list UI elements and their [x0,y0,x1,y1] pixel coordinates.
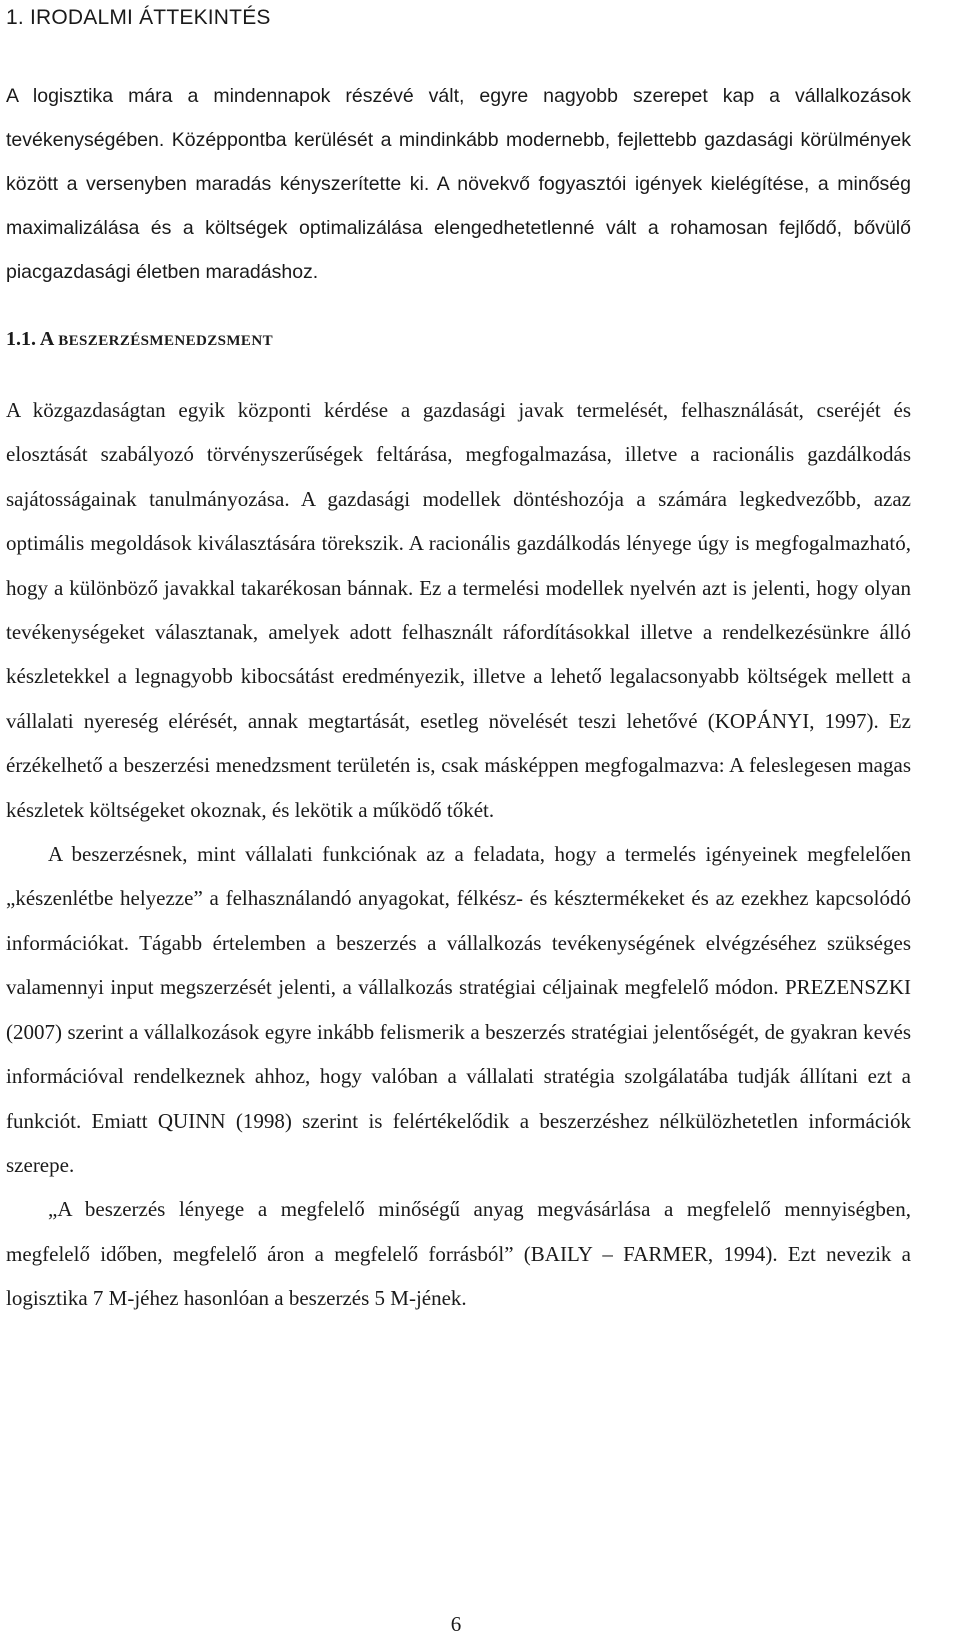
body-paragraph-1: A közgazdaságtan egyik központi kérdése a gazdasági javak termelését, felhasználását, cseréjét és elosztását szabályozó törvényszerűségek feltárása, megfogalmazása, illetve a racionális gazdálkodás sajátosságainak tanulmányozása. A gazdasági modellek döntéshozója a számára legkedvezőbb, azaz optimális megoldások kiválasztására törekszik. A racionális gazdálkodás lényege úgy is megfogalmazható, hogy a különböző javakkal takarékosan bánnak. Ez a termelési modellek nyelvén azt is jelenti, hogy olyan tevékenységeket választanak, amelyek adott felhasznált ráfordításokkal illetve a rendelkezésünkre álló készletekkel a legnagyobb kibocsátást eredményezik, illetve a lehető legalacsonyabb költségek mellett a vállalati nyereség elérését, annak megtartását, esetleg növelését teszi lehetővé (KOPÁNYI, 1997). Ez érzékelhető a beszerzési menedzsment területén is, csak másképpen megfogalmazva: A feleslegesen magas készletek költségeket okoznak, és lekötik a működő tőkét. [6,398,911,822]
section-heading [6,324,911,356]
page-number: 6 [450,1612,462,1636]
section-title-rest: BESZERZÉSMENEDZSMENT [58,333,273,349]
body-paragraph-3: „A beszerzés lényege a megfelelő minőségű anyag megvásárlása a megfelelő mennyiségben, megfelelő időben, megfelelő áron a megfelelő forrásból” (BAILY – FARMER, 1994). Ezt nevezik a logisztika 7 M-jéhez hasonlóan a beszerzés 5 M-jének. [6,1197,911,1311]
body-paragraph-2: A beszerzésnek, mint vállalati funkciónak az a feladata, hogy a termelés igényeinek megfelelően „készenlétbe helyezze” a felhasználandó anyagokat, félkész- és késztermékeket és az ezekhez kapcsolódó információkat. Tágabb értelemben a beszerzés a vállalkozás tevékenységének elvégzéséhez szükséges valamennyi input megszerzését jelenti, a vállalkozás stratégiai céljainak megfelelő módon. PREZENSZKI (2007) szerint a vállalkozások egyre inkább felismerik a beszerzés stratégiai jelentőségét, de gyakran kevés információval rendelkeznek ahhoz, hogy valóban a vállalati stratégia szolgálatába tudják állítani ezt a funkciót. Emiatt QUINN (1998) szerint is felértékelődik a beszerzéshez nélkülözhetetlen információk szerepe. [6,842,911,1177]
section-title-lead: A [39,328,54,350]
intro-paragraph: A logisztika mára a mindennapok részévé vált, egyre nagyobb szerepet kap a vállalkozások tevékenységében. Középpontba kerülését a mindinkább modernebb, fejlettebb gazdasági körülmények között a versenyben maradás kényszerítette ki. A növekvő fogyasztói igények kielégítése, a minőség maximalizálása és a költségek optimalizálása elengedhetetlenné vált a rohamosan fejlődő, bővülő piacgazdasági életben maradáshoz. [6,85,911,283]
section-number: 1.1. [6,328,36,350]
chapter-heading: 1. IRODALMI ÁTTEKINTÉS [6,6,271,29]
page-content [6,0,911,1321]
